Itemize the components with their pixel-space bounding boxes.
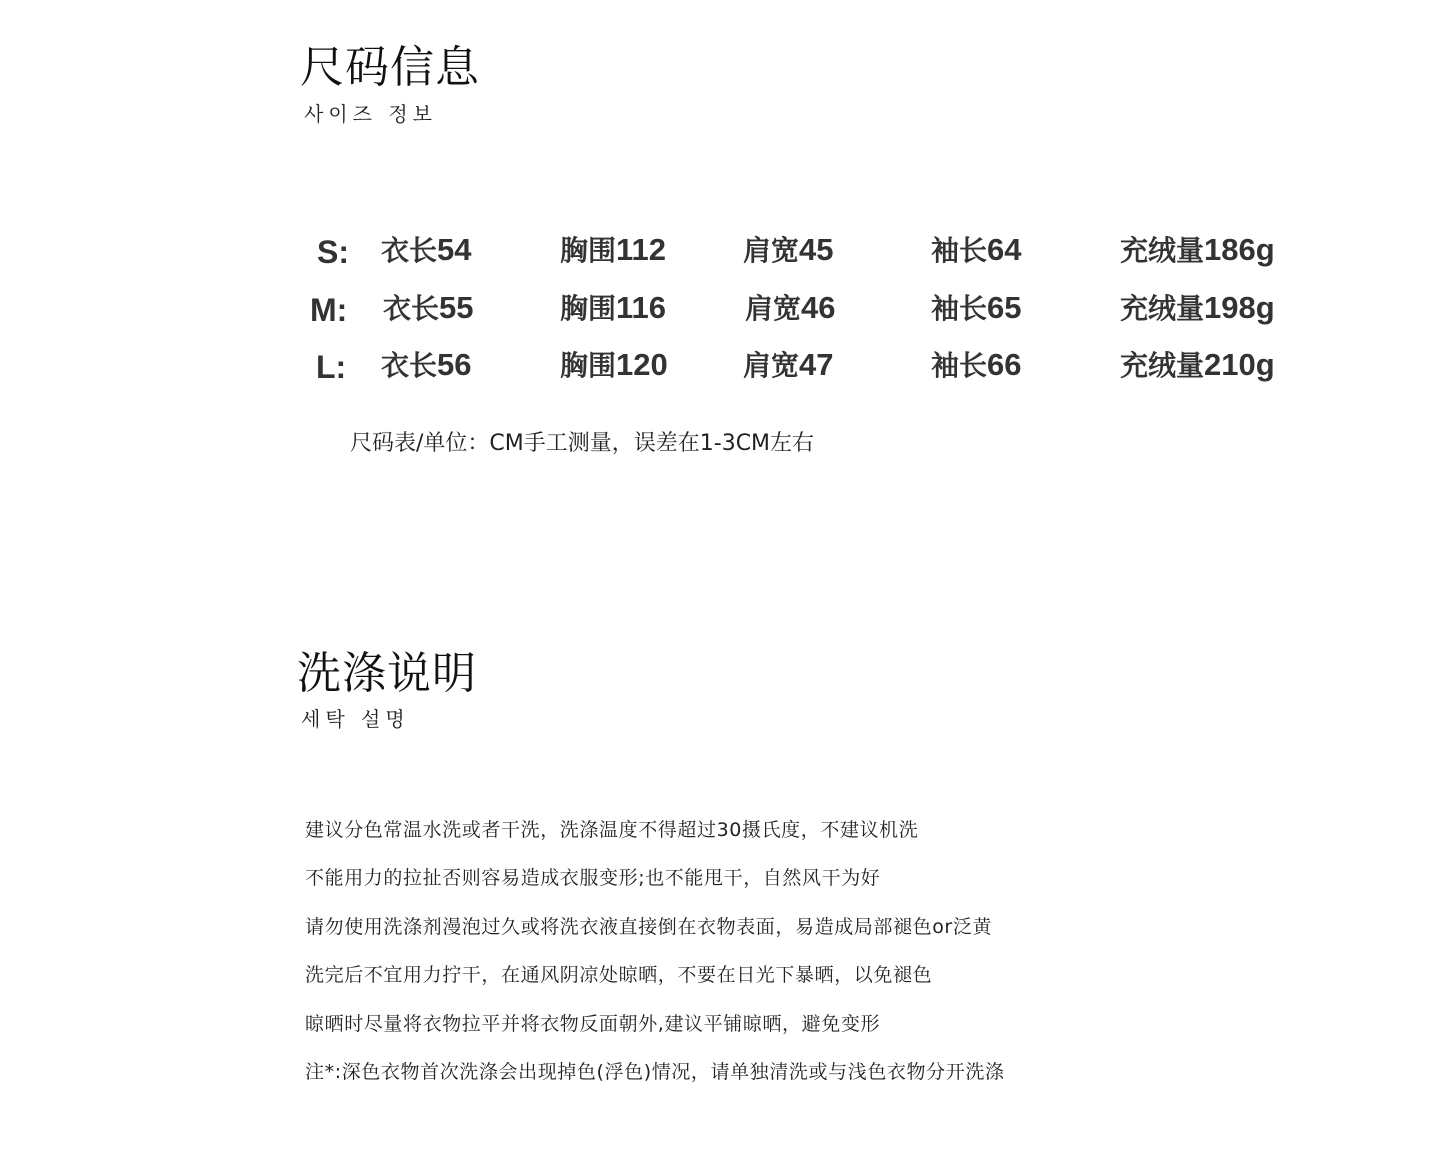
fill-value: 210g (1204, 347, 1275, 382)
wash-instruction-line: 注*:深色衣物首次洗涤会出现掉色(浮色)情况，请单独清洗或与浅色衣物分开洗涤 (305, 1061, 1005, 1083)
size-label: S: (317, 234, 349, 270)
length-cell (381, 343, 472, 388)
sleeve-label: 袖长 (931, 235, 988, 266)
fill-cell (1120, 228, 1275, 273)
length-value: 55 (439, 290, 474, 325)
length-cell (383, 286, 474, 331)
chest-label: 胸围 (560, 235, 617, 266)
sleeve-cell (931, 286, 1022, 331)
chest-value: 112 (616, 232, 667, 267)
length-value: 54 (437, 232, 472, 267)
wash-instruction-line: 请勿使用洗涤剂漫泡过久或将洗衣液直接倒在衣物表面，易造成局部褪色or泛黄 (305, 916, 993, 938)
chest-cell (560, 286, 666, 331)
shoulder-cell (745, 286, 836, 331)
shoulder-label: 肩宽 (743, 235, 800, 266)
chest-value: 120 (616, 347, 668, 382)
chest-label: 胸围 (560, 293, 617, 324)
wash-instruction-line: 不能用力的拉扯否则容易造成衣服变形;也不能甩干，自然风干为好 (305, 867, 881, 889)
shoulder-value: 47 (799, 347, 834, 382)
fill-cell (1120, 343, 1275, 388)
shoulder-label: 肩宽 (745, 293, 802, 324)
length-cell (381, 228, 472, 273)
wash-section-title: 洗涤说明 (297, 648, 477, 699)
wash-instruction-line: 晾晒时尽量将衣物拉平并将衣物反面朝外,建议平铺晾晒，避免变形 (305, 1013, 881, 1035)
fill-cell (1120, 286, 1275, 331)
shoulder-value: 46 (801, 290, 836, 325)
sleeve-value: 64 (987, 232, 1022, 267)
shoulder-value: 45 (799, 232, 834, 267)
wash-section-subtitle: 세탁 설명 (301, 707, 410, 731)
wash-instruction-line: 洗完后不宜用力拧干，在通风阴凉处晾晒，不要在日光下暴晒，以免褪色 (305, 964, 933, 986)
size-row-s (0, 228, 1435, 272)
size-row-m (0, 286, 1435, 330)
fill-label: 充绒量 (1120, 293, 1205, 324)
size-label: M: (310, 292, 348, 328)
length-label: 衣长 (383, 293, 440, 324)
chest-cell (560, 228, 666, 273)
shoulder-label: 肩宽 (743, 350, 800, 381)
length-value: 56 (437, 347, 472, 382)
shoulder-cell (743, 343, 834, 388)
sleeve-value: 65 (987, 290, 1022, 325)
sleeve-label: 袖长 (931, 293, 988, 324)
sleeve-value: 66 (987, 347, 1022, 382)
size-table-note: 尺码表/单位：CM手工测量，误差在1-3CM左右 (350, 431, 815, 456)
fill-value: 186g (1204, 232, 1275, 267)
size-row-l (0, 343, 1435, 387)
size-label: L: (316, 349, 347, 385)
sleeve-cell (931, 343, 1022, 388)
shoulder-cell (743, 228, 834, 273)
fill-label: 充绒量 (1120, 235, 1205, 266)
length-label: 衣长 (381, 235, 438, 266)
chest-cell (560, 343, 668, 388)
sleeve-cell (931, 228, 1022, 273)
fill-value: 198g (1204, 290, 1275, 325)
length-label: 衣长 (381, 350, 438, 381)
chest-value: 116 (616, 290, 667, 325)
wash-instruction-line: 建议分色常温水洗或者干洗，洗涤温度不得超过30摄氏度，不建议机洗 (305, 819, 919, 841)
chest-label: 胸围 (560, 350, 617, 381)
fill-label: 充绒量 (1120, 350, 1205, 381)
sleeve-label: 袖长 (931, 350, 988, 381)
size-section-subtitle: 사이즈 정보 (304, 102, 437, 126)
size-section-title: 尺码信息 (300, 42, 480, 93)
